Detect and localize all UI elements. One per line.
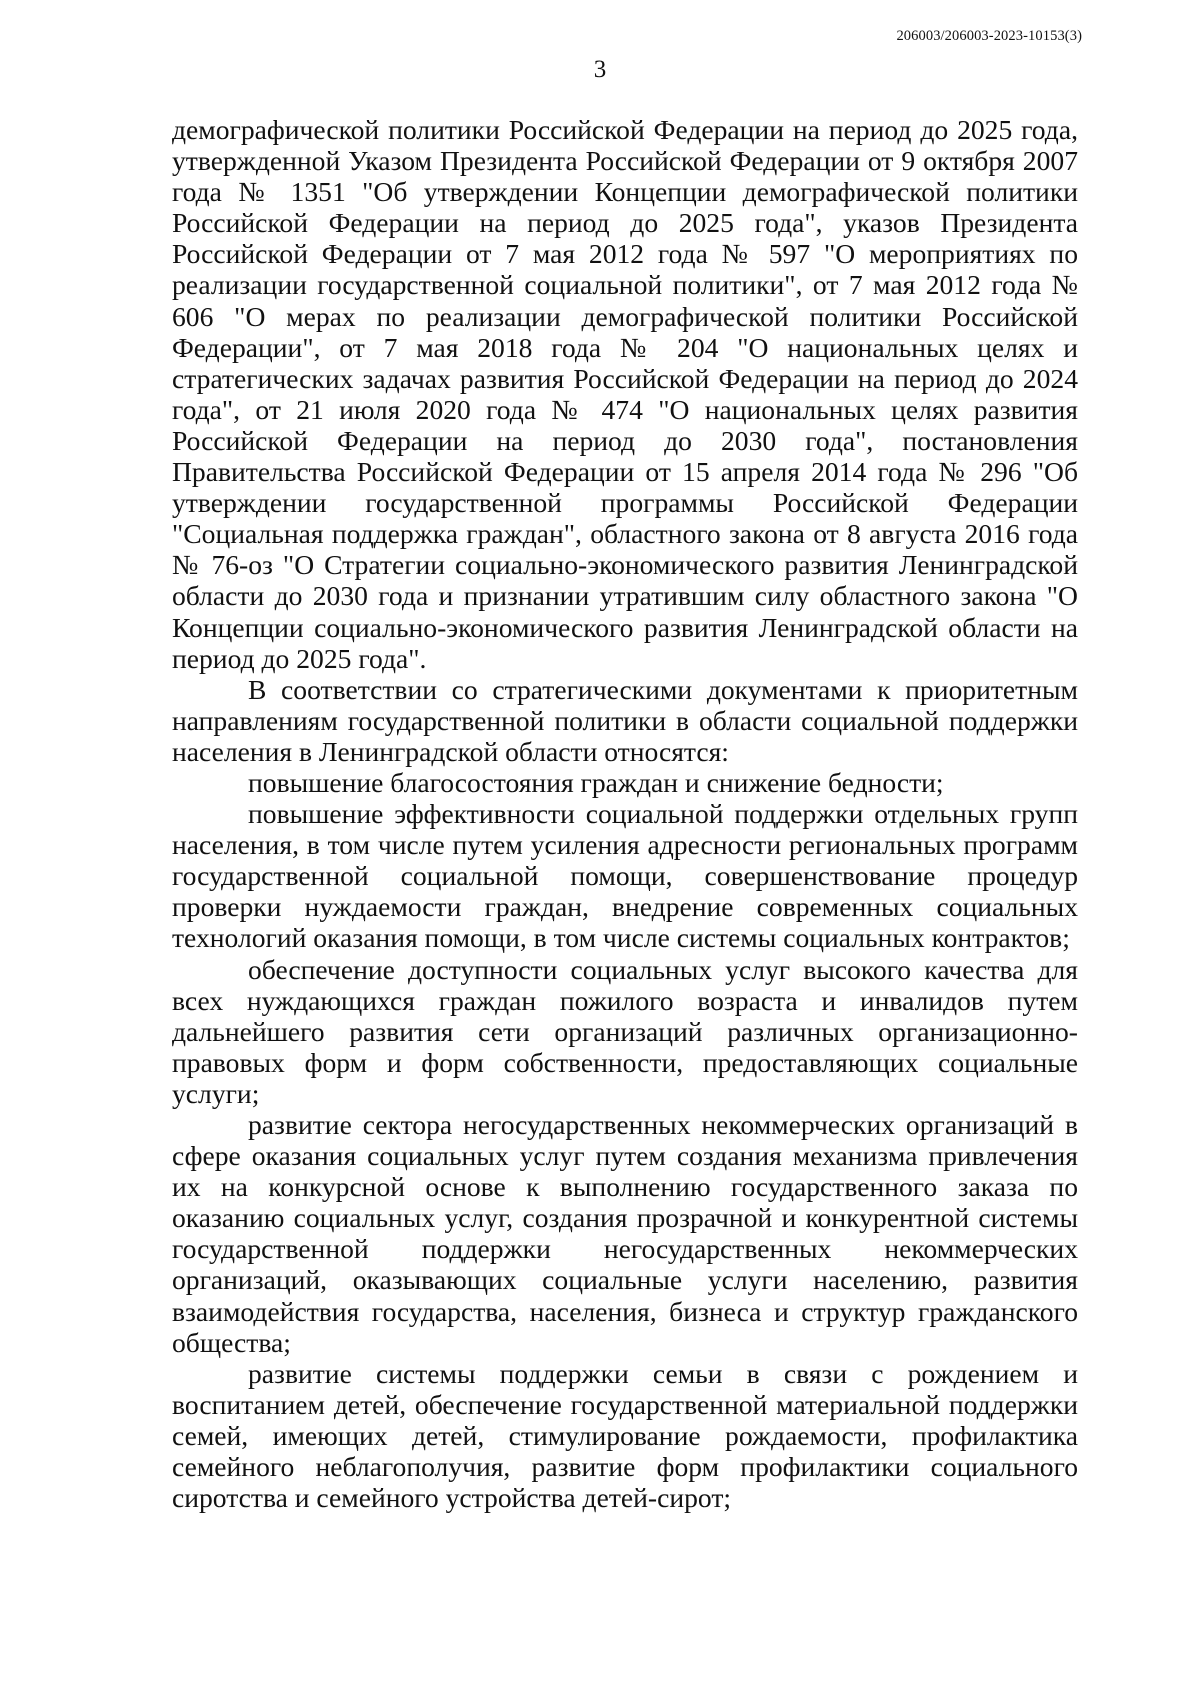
document-body — [172, 114, 1078, 1513]
paragraph-6: развитие сектора негосударственных некоммерческих организаций в сфере оказания социальных услуг путем создания механизма привлечения их на конкурсной основе к выполнению государственного заказа по оказанию социальных услуг, создания прозрачной и конкурентной системы государственной поддержки негосударственных некоммерческих организаций, оказывающих социальные услуги населению, развития взаимодействия государства, населения, бизнеса и структур гражданского общества; — [172, 1109, 1078, 1358]
paragraph-7: развитие системы поддержки семьи в связи с рождением и воспитанием детей, обеспечение государственной материальной поддержки семей, имеющих детей, стимулирование рождаемости, профилактика семейного неблагополучия, развитие форм профилактики социального сиротства и семейного устройства детей-сирот; — [172, 1357, 1078, 1514]
document-id: 206003/206003-2023-10153(3) — [896, 28, 1082, 44]
paragraph-3: повышение благосостояния граждан и снижение бедности; — [248, 766, 944, 798]
paragraph-4: повышение эффективности социальной поддержки отдельных групп населения, в том числе путем усиления адресности региональных программ государственной социальной помощи, совершенствование процедур проверки нуждаемости граждан, внедрение современных социальных технологий оказания помощи, в том числе системы социальных контрактов; — [172, 798, 1078, 954]
paragraph-2: В соответствии со стратегическими документами к приоритетным направлениям государственной политики в области социальной поддержки населения в Ленинградской области относятся: — [172, 673, 1078, 767]
page-number: 3 — [593, 56, 607, 83]
paragraph-5: обеспечение доступности социальных услуг высокого качества для всех нуждающихся граждан пожилого возраста и инвалидов путем дальнейшего развития сети организаций различных организационно-правовых форм и форм собственности, предоставляющих социальные услуги; — [172, 953, 1078, 1109]
paragraph-1: демографической политики Российской Федерации на период до 2025 года, утвержденной Указом Президента Российской Федерации от 9 октября 2007 года № 1351 "Об утверждении Концепции демографической политики Российской Федерации на период до 2025 года", указов Президента Российской Федерации от 7 мая 2012 года № 597 "О мероприятиях по реализации государственной социальной политики", от 7 мая 2012 года № 606 "О мерах по реализации демографической политики Российской Федерации", от 7 мая 2018 года № 204 "О национальных целях и стратегических задачах развития Российской Федерации на период до 2024 года", от 21 июля 2020 года № 474 "О национальных целях развития Российской Федерации на период до 2030 года", постановления Правительства Российской Федерации от 15 апреля 2014 года № 296 "Об утверждении государственной программы Российской Федерации "Социальная поддержка граждан", областного закона от 8 августа 2016 года № 76-оз "О Стратегии социально-экономического развития Ленинградской области до 2030 года и признании утратившим силу областного закона "О Концепции социально-экономического развития Ленинградской области на период до 2025 года". — [172, 114, 1078, 674]
